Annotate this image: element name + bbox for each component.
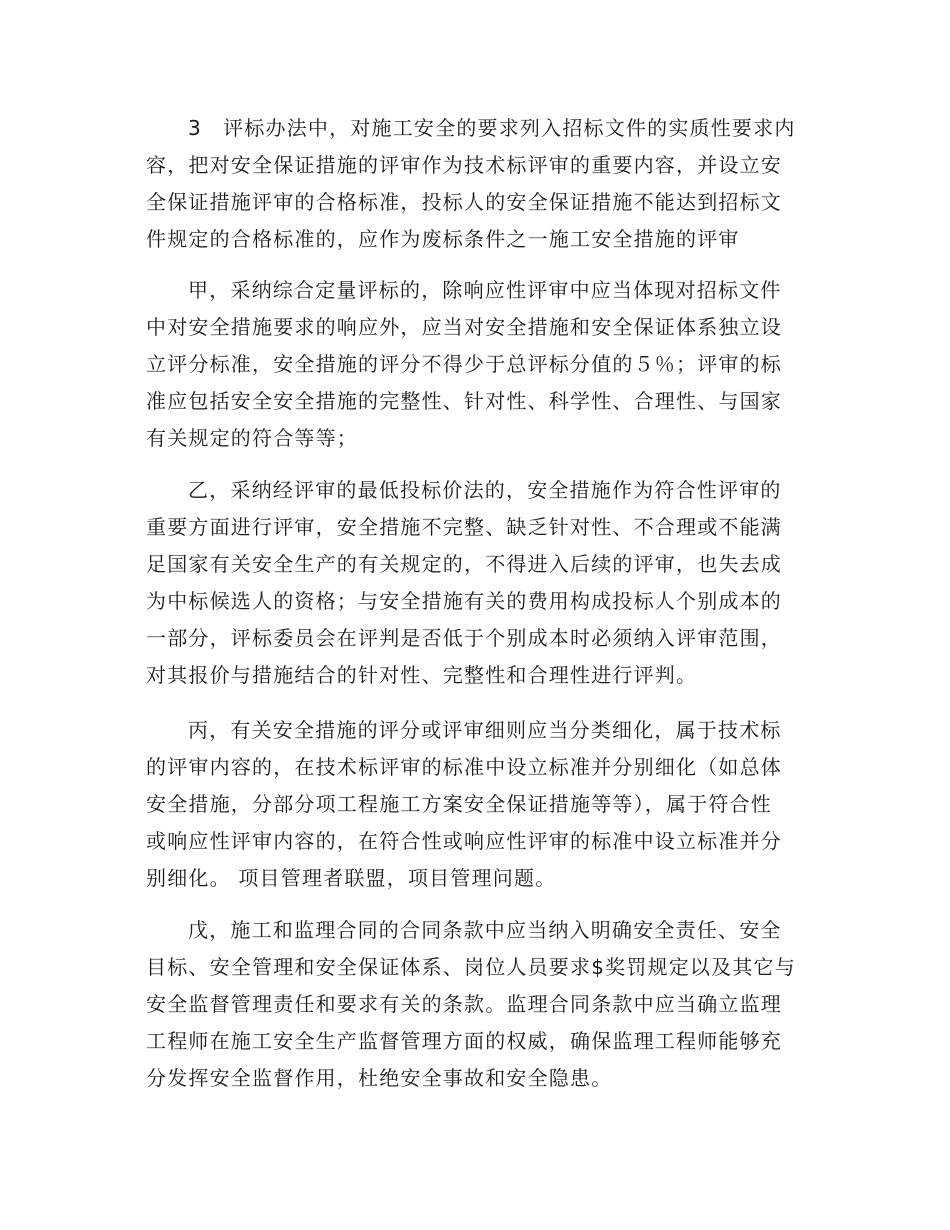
- text-line: 足国家有关安全生产的有关规定的，不得进入后续的评审，也失去成: [146, 552, 782, 576]
- text-line: 分发挥安全监督作用，杜绝安全事故和安全隐患。: [146, 1066, 613, 1090]
- text-line: 准应包括安全安全措施的完整性、针对性、科学性、合理性、与国家: [146, 389, 782, 413]
- text-line: 重要方面进行评审，安全措施不完整、缺乏针对性、不合理或不能满: [146, 515, 782, 539]
- text-line: 工程师在施工安全生产监督管理方面的权威，确保监理工程师能够充: [146, 1029, 782, 1053]
- text-line: 乙，采纳经评审的最低投标价法的，安全措施作为符合性评审的: [188, 478, 782, 502]
- text-line: 立评分标准，安全措施的评分不得少于总评标分值的５％；评审的标: [146, 352, 782, 376]
- text-line: 对其报价与措施结合的针对性、完整性和合理性进行评判。: [146, 663, 698, 687]
- text-line: 或响应性评审内容的，在符合性或响应性评审的标准中设立标准并分: [146, 829, 782, 853]
- text-line: 戊，施工和监理合同的合同条款中应当纳入明确安全责任、安全: [188, 918, 782, 942]
- paragraph-jia: [146, 272, 806, 457]
- paragraph-yi: [146, 472, 806, 694]
- text-line: 目标、安全管理和安全保证体系、岗位人员要求$奖罚规定以及其它与: [146, 955, 796, 979]
- text-line: 有关规定的符合等等；: [146, 426, 358, 450]
- text-line: 3 评标办法中，对施工安全的要求列入招标文件的实质性要求内: [188, 116, 796, 140]
- text-line: 容，把对安全保证措施的评审作为技术标评审的重要内容，并设立安: [146, 153, 782, 177]
- text-line: 中对安全措施要求的响应外，应当对安全措施和安全保证体系独立设: [146, 315, 782, 339]
- text-line: 的评审内容的，在技术标评审的标准中设立标准并分别细化（如总体: [146, 755, 782, 779]
- paragraph-bing: [146, 712, 806, 897]
- paragraph-wu: [146, 912, 806, 1097]
- text-line: 别细化。 项目管理者联盟，项目管理问题。: [146, 866, 557, 890]
- text-line: 丙，有关安全措施的评分或评审细则应当分类细化，属于技术标: [188, 718, 782, 742]
- text-line: 安全监督管理责任和要求有关的条款。监理合同条款中应当确立监理: [146, 992, 782, 1016]
- text-line: 一部分，评标委员会在评判是否低于个别成本时必须纳入评审范围，: [146, 626, 782, 650]
- text-line: 为中标候选人的资格；与安全措施有关的费用构成投标人个别成本的: [146, 589, 782, 613]
- paragraph-3-evaluation-method: [146, 110, 806, 258]
- text-line: 安全措施，分部分项工程施工方案安全保证措施等等），属于符合性: [146, 792, 772, 816]
- text-line: 甲，采纳综合定量评标的，除响应性评审中应当体现对招标文件: [188, 278, 782, 302]
- text-line: 件规定的合格标准的，应作为废标条件之一施工安全措施的评审: [146, 227, 740, 251]
- text-line: 全保证措施评审的合格标准，投标人的安全保证措施不能达到招标文: [146, 190, 782, 214]
